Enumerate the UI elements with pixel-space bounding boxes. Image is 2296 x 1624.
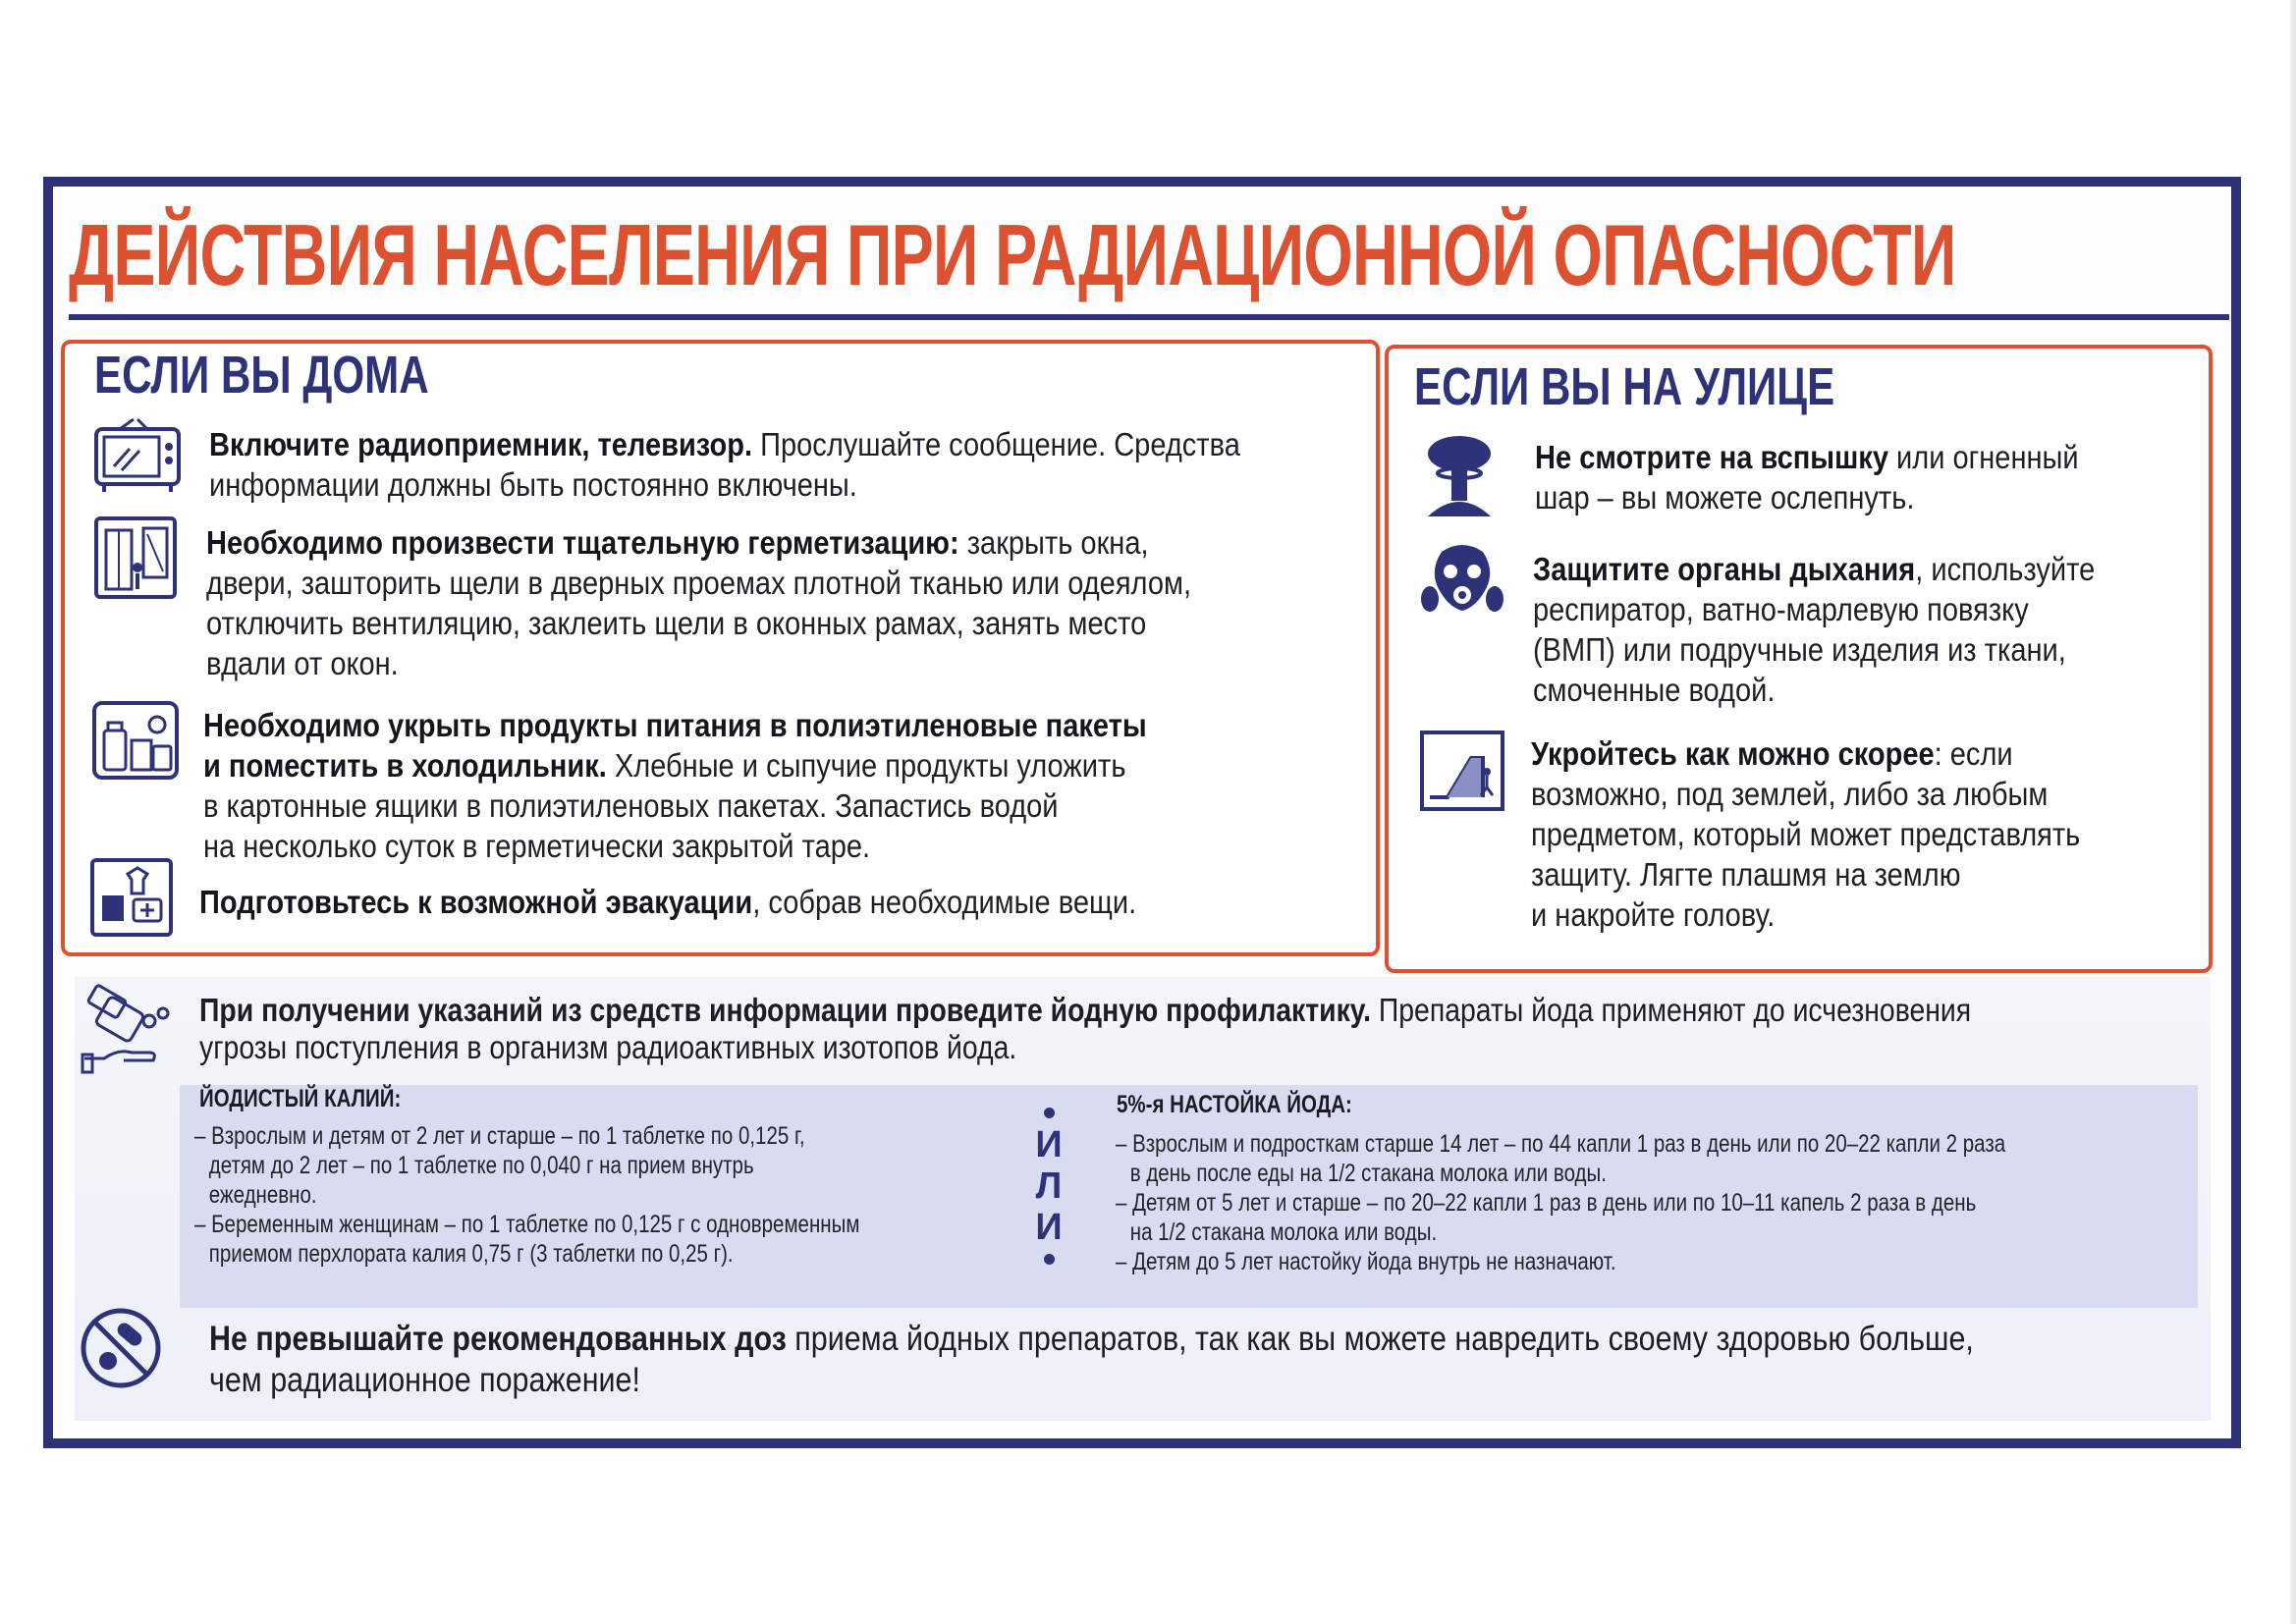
overdose-warning: Не превышайте рекомендованных доз приема йодных препаратов, так как вы можете навредить своему здоровью больше, чем радиационное поражение!	[209, 1320, 1974, 1399]
title-divider	[69, 314, 2229, 320]
potassium-iodide-heading: ЙОДИСТЫЙ КАЛИЙ:	[199, 1085, 402, 1112]
street-item-breathing: Защитите органы дыхания, используйте респиратор, ватно-марлевую повязку (ВМП) или подручные изделия из ткани, смоченные водой.	[1533, 551, 2096, 708]
food-storage-icon	[90, 697, 181, 782]
scan-page-edge	[2290, 0, 2296, 1624]
or-separator: И Л И	[1034, 1102, 1064, 1271]
home-item-food: Необходимо укрыть продукты питания в полиэтиленовые пакеты и поместить в холодильник. Хлебные и сыпучие продукты уложить в картонные ящики в полиэтиленовых пакетах. Запастись водой на несколько суток в герметически закрытой таре.	[203, 707, 1147, 864]
tv-icon	[90, 417, 185, 494]
gas-mask-icon	[1420, 542, 1504, 621]
street-heading: ЕСЛИ ВЫ НА УЛИЦЕ	[1414, 357, 1835, 416]
home-item-sealing: Необходимо произвести тщательную герметизацию: закрыть окна, двери, зашторить щели в дверных проемах плотной тканью или одеялом, отключить вентиляцию, заклеить щели в оконных рамах, занять место вдали от окон.	[206, 524, 1192, 681]
window-seal-icon	[92, 514, 179, 601]
street-item-flash: Не смотрите на вспышку или огненный шар – вы можете ослепнуть.	[1535, 439, 2079, 515]
poster-title: ДЕЙСТВИЯ НАСЕЛЕНИЯ ПРИ РАДИАЦИОННОЙ ОПАСНОСТИ	[69, 206, 1956, 303]
home-heading: ЕСЛИ ВЫ ДОМА	[94, 346, 429, 405]
shelter-icon	[1418, 729, 1506, 813]
evacuation-kit-icon	[88, 856, 175, 939]
iodine-tincture-dosage: – Взрослым и подросткам старше 14 лет – по 44 капли 1 раз в день или по 20–22 капли 2 раза в день после еды на 1/2 стакана молока или воды. – Детям от 5 лет и старше – по 20–22 капли 1 раз в день или по 10–11 капель 2 раза в день на 1/2 стакана молока или воды. – Детям до 5 лет настойку йода внутрь не назначают.	[1116, 1130, 2006, 1275]
iodine-tincture-heading: 5%-я НАСТОЙКА ЙОДА:	[1117, 1091, 1352, 1118]
home-item-tv: Включите радиоприемник, телевизор. Прослушайте сообщение. Средства информации должны быть постоянно включены.	[209, 426, 1240, 503]
no-pills-icon	[79, 1306, 163, 1390]
potassium-iodide-dosage: – Взрослым и детям от 2 лет и старше – по 1 таблетке по 0,125 г, детям до 2 лет – по 1 таблетке по 0,040 г на прием внутрь ежедневно. – Беременным женщинам – по 1 таблетке по 0,125 г с одновременным приемом перхлората калия 0,75 г (3 таблетки по 0,25 г).	[194, 1122, 860, 1268]
iodine-intro-text: При получении указаний из средств информации проведите йодную профилактику. Препараты йода применяют до исчезновения угрозы поступления в организм радиоактивных изотопов йода.	[199, 992, 1972, 1065]
home-item-evacuation: Подготовьтесь к возможной эвакуации, собрав необходимые вещи.	[199, 884, 1137, 920]
street-item-shelter: Укройтесь как можно скорее: если возможно, под землей, либо за любым предметом, который может представлять защиту. Лягте плашмя на землю и накройте голову.	[1531, 735, 2081, 933]
iodine-pills-icon	[81, 984, 175, 1074]
nuclear-cloud-icon	[1420, 432, 1499, 520]
